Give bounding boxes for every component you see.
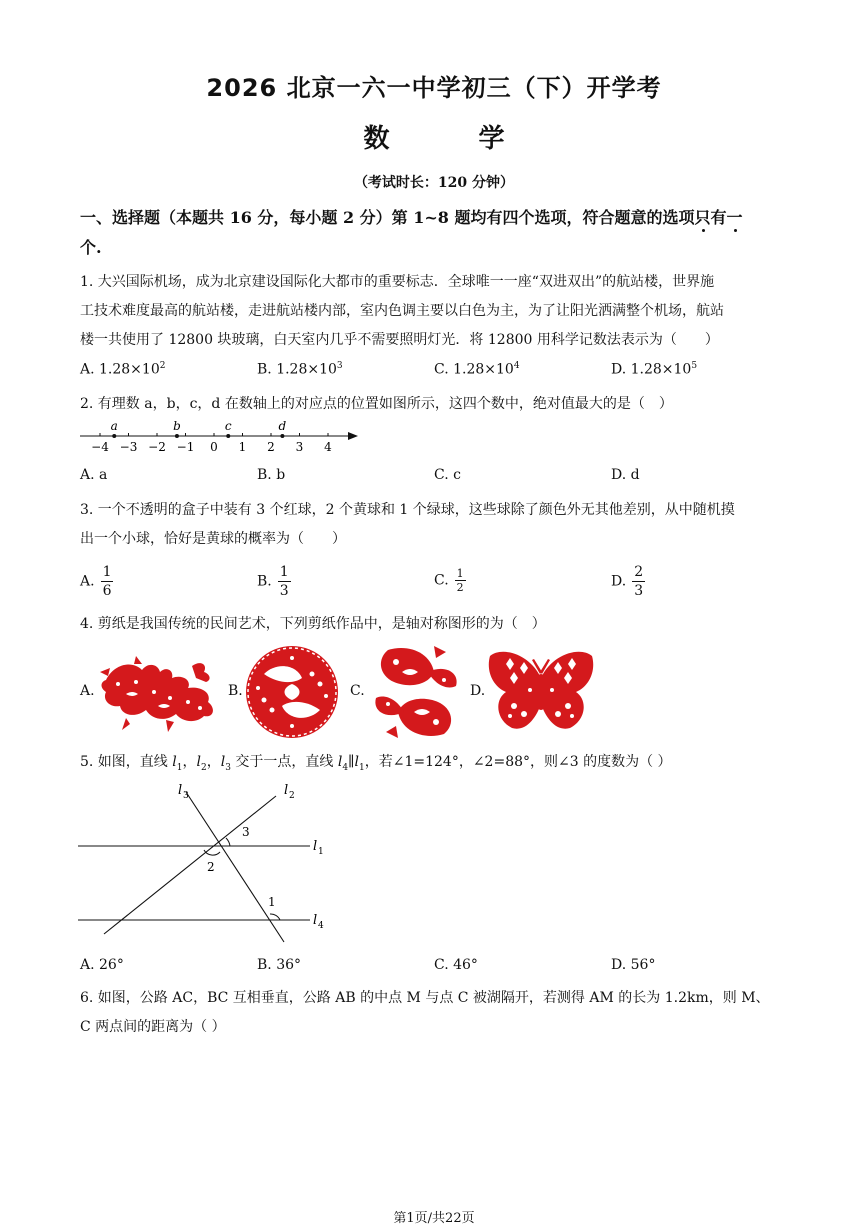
- q2-option-d: D. d: [611, 467, 640, 483]
- number-line-point-label: d: [278, 419, 287, 433]
- page-number: 第1页/共22页: [393, 1211, 475, 1226]
- number-line-tick-label: 1: [238, 440, 247, 454]
- q3-line: 出一个小球，恰好是黄球的概率为（ ）: [80, 531, 346, 547]
- label-l2: l: [284, 783, 289, 798]
- q1-option-d: D. $1.28\times 10^5$: [611, 361, 698, 378]
- question-1: [80, 268, 790, 355]
- question-2-stem: 2. 有理数 a，b，c，d 在数轴上的对应点的位置如图所示，这四个数中，绝对值最大的是（ ）: [80, 396, 673, 412]
- question-5-stem: 5. 如图，直线 $l_1$，$l_2$，$l_3$ 交于一点，直线 $l_4\parallel l_1$，若∠1=124°，∠2=88°，则∠3 的度数为（ ）: [80, 754, 672, 773]
- number-line-tick-label: 2: [267, 440, 275, 454]
- q5-option-a: A. 26°: [80, 957, 124, 973]
- label-l1: l: [313, 839, 318, 854]
- number-line-tick-label: −1: [176, 440, 195, 454]
- number-line-point-a: [112, 434, 116, 438]
- question-4-stem: 4. 剪纸是我国传统的民间艺术，下列剪纸作品中，是轴对称图形的为（ ）: [80, 616, 546, 632]
- section-heading: 一、选择题（本题共 16 分，每小题 2 分）第 1~8 题均有四个选项，符合题意的选项只有一 个.: [80, 208, 743, 257]
- label-l3-sub: 3: [183, 791, 189, 801]
- q4-option-a: A.: [80, 683, 95, 699]
- q1-option-b: B. $1.28\times 10^3$: [257, 361, 343, 378]
- number-line-point-label: a: [110, 419, 118, 433]
- number-line-figure: [76, 418, 366, 458]
- question-6: [80, 984, 790, 1042]
- butterfly-papercut-image: [486, 648, 596, 734]
- number-line-tick-label: −4: [91, 440, 109, 454]
- line-l2: [104, 796, 276, 934]
- q3-option-d: D. $\frac{2}{3}$: [611, 564, 644, 599]
- q2-option-a: A. a: [80, 467, 108, 483]
- label-l2-sub: 2: [289, 791, 295, 801]
- number-line-tick-label: 4: [324, 440, 332, 454]
- angle-1-arc: [270, 914, 280, 920]
- q1-line: 1. 大兴国际机场，成为北京建设国际化大都市的重要标志．全球唯一一座“双进双出”的航站楼，世界施: [80, 274, 715, 290]
- q4-option-d: D.: [470, 683, 486, 699]
- number-line-point-c: [226, 434, 230, 438]
- q3-option-b: B. $\frac{1}{3}$: [257, 564, 289, 599]
- number-line-tick-label: 3: [295, 440, 304, 454]
- q1-line: 工技术难度最高的航站楼，走进航站楼内部，室内色调主要以白色为主，为了让阳光洒满整个机场，航站: [80, 303, 724, 319]
- label-l4: l: [313, 913, 318, 928]
- number-line-tick-label: −2: [148, 440, 166, 454]
- q1-option-c: C. $1.28\times 10^4$: [434, 361, 520, 378]
- q3-line: 3. 一个不透明的盒子中装有 3 个红球，2 个黄球和 1 个绿球，这些球除了颜色外无其他差别，从中随机摸: [80, 502, 735, 518]
- label-l1-sub: 1: [318, 847, 324, 857]
- number-line-point-label: b: [173, 419, 181, 433]
- number-line-point-label: c: [224, 419, 232, 433]
- q4-option-c: C.: [350, 683, 365, 699]
- double-fish-papercut-image: [368, 642, 464, 742]
- number-line-tick-label: 0: [210, 440, 218, 454]
- number-line-point-b: [175, 434, 179, 438]
- exam-duration: （考试时长：120 分钟）: [353, 175, 515, 191]
- dragon-papercut-image: [96, 652, 220, 732]
- label-angle-1: 1: [268, 895, 276, 909]
- angle-2-arc: [204, 850, 220, 855]
- q2-option-b: B. b: [257, 467, 286, 483]
- subject-title: 数 学: [363, 124, 545, 154]
- q3-option-a: A. $\frac{1}{6}$: [80, 564, 112, 599]
- label-l3: l: [178, 783, 183, 798]
- parallel-lines-figure: [76, 778, 346, 948]
- label-angle-3: 3: [242, 825, 250, 839]
- fish-circle-papercut-image: [244, 644, 340, 740]
- exam-title: 2026 北京一六一中学初三（下）开学考: [206, 74, 662, 102]
- number-line-point-d: [280, 434, 284, 438]
- q1-line: 楼一共使用了 12800 块玻璃，白天室内几乎不需要照明灯光．将 12800 用科学记数法表示为（ ）: [80, 332, 719, 348]
- q2-option-c: C. c: [434, 467, 461, 483]
- label-l4-sub: 4: [318, 921, 324, 931]
- question-3: [80, 496, 790, 554]
- q3-option-c: C. $\frac{1}{2}$: [434, 567, 464, 594]
- angle-3-arc: [226, 838, 230, 846]
- number-line-tick-label: −3: [119, 440, 138, 454]
- q5-option-b: B. 36°: [257, 957, 302, 973]
- q1-option-a: A. $1.28\times 10^2$: [80, 361, 166, 378]
- q6-line: C 两点间的距离为（ ）: [80, 1019, 226, 1035]
- q5-option-d: D. 56°: [611, 957, 656, 973]
- label-angle-2: 2: [207, 860, 215, 874]
- q6-line: 6. 如图，公路 AC，BC 互相垂直，公路 AB 的中点 M 与点 C 被湖隔开，若测得 AM 的长为 1.2km，则 M、: [80, 990, 770, 1006]
- q4-option-b: B.: [228, 683, 243, 699]
- q5-option-c: C. 46°: [434, 957, 478, 973]
- number-line-arrow: [348, 432, 358, 440]
